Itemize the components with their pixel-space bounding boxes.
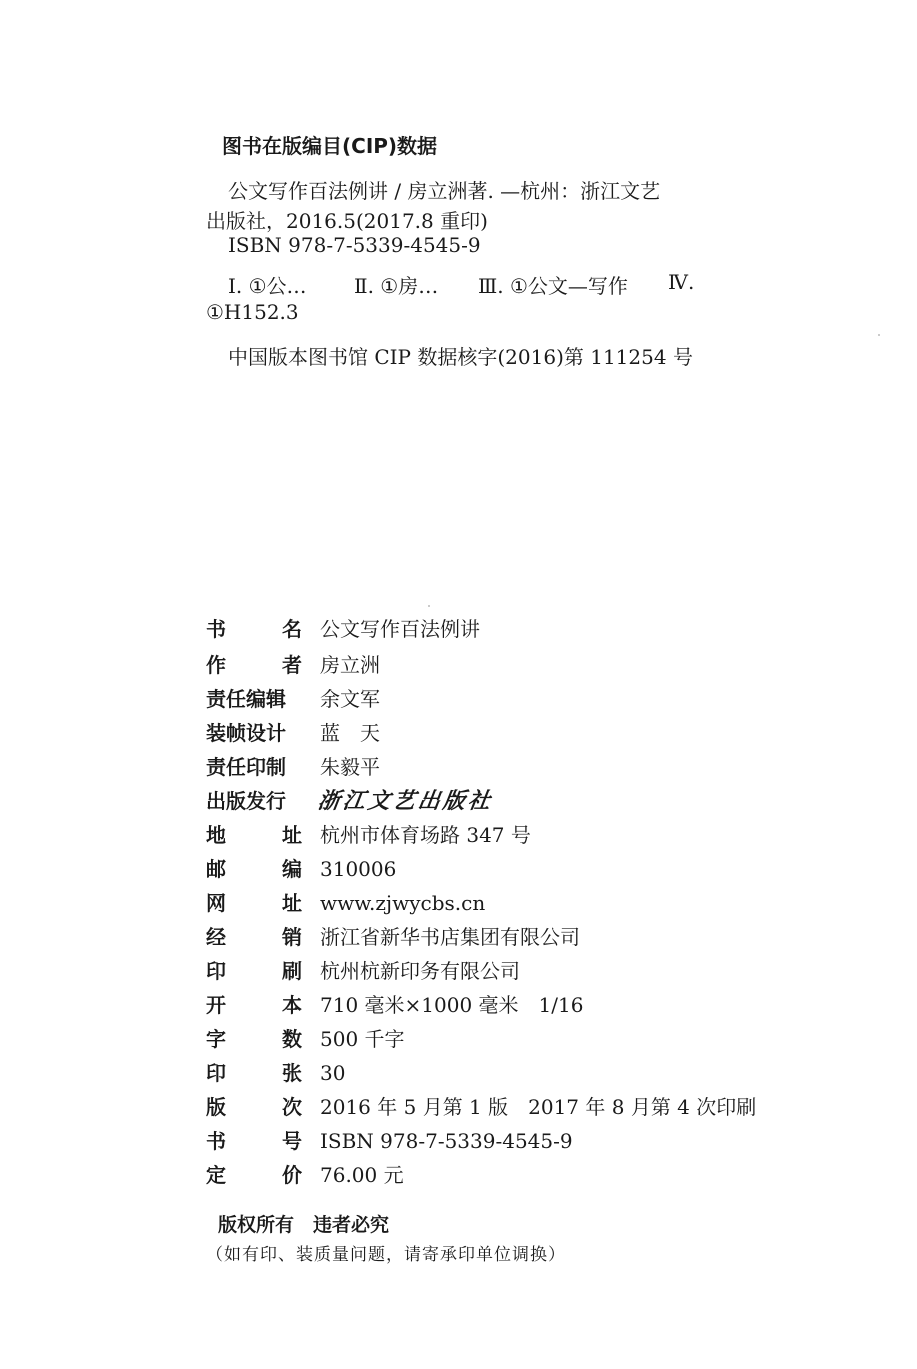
paper-speck <box>428 605 430 607</box>
detail-value: www.zjwycbs.cn <box>320 891 486 915</box>
cip-class-iv: Ⅳ. <box>668 270 695 294</box>
detail-value: 310006 <box>320 857 397 881</box>
detail-label-char: 址 <box>282 823 302 847</box>
quality-note: （如有印、装质量问题，请寄承印单位调换） <box>206 1245 566 1265</box>
detail-label-char: 定 <box>206 1163 226 1187</box>
detail-label-char: 书 <box>206 1129 226 1153</box>
detail-row <box>0 1058 917 1088</box>
detail-value: 710 毫米×1000 毫米 1/16 <box>320 993 584 1017</box>
detail-row <box>0 684 917 714</box>
detail-label-char: 次 <box>282 1095 302 1119</box>
detail-label-char: 张 <box>282 1061 302 1085</box>
detail-label-text: 责任印制 <box>206 755 286 779</box>
detail-label-char: 刷 <box>282 959 302 983</box>
cip-heading: 图书在版编目(CIP)数据 <box>222 134 438 158</box>
cip-publisher-line: 出版社，2016.5(2017.8 重印) <box>206 209 488 233</box>
detail-row <box>0 1024 917 1054</box>
detail-label-char: 号 <box>282 1129 302 1153</box>
detail-label <box>206 1092 302 1122</box>
detail-value: 房立洲 <box>320 653 380 677</box>
detail-label <box>206 956 302 986</box>
detail-label <box>206 990 302 1020</box>
detail-label <box>206 1058 302 1088</box>
detail-row <box>0 1126 917 1156</box>
detail-label-text: 装帧设计 <box>206 721 286 745</box>
cip-title-line: 公文写作百法例讲 / 房立洲著. —杭州：浙江文艺 <box>228 179 661 203</box>
detail-row <box>0 820 917 850</box>
detail-label-char: 本 <box>282 993 302 1017</box>
detail-label <box>206 854 302 884</box>
detail-row <box>0 786 917 816</box>
detail-label <box>206 786 302 816</box>
cip-isbn: ISBN 978-7-5339-4545-9 <box>228 233 481 257</box>
rights-notice: 版权所有 违者必究 <box>218 1214 390 1236</box>
detail-label-char: 字 <box>206 1027 226 1051</box>
detail-label <box>206 1024 302 1054</box>
detail-row <box>0 922 917 952</box>
detail-value: 杭州杭新印务有限公司 <box>320 959 520 983</box>
detail-row <box>0 752 917 782</box>
detail-label <box>206 614 302 644</box>
detail-label-char: 书 <box>206 617 226 641</box>
detail-label <box>206 820 302 850</box>
detail-value: 76.00 元 <box>320 1163 404 1187</box>
detail-row <box>0 854 917 884</box>
detail-label-char: 印 <box>206 1061 226 1085</box>
detail-label-text: 出版发行 <box>206 789 286 813</box>
detail-row <box>0 956 917 986</box>
detail-value: 朱毅平 <box>320 755 380 779</box>
detail-label-char: 编 <box>282 857 302 881</box>
detail-label <box>206 718 302 748</box>
detail-value: 公文写作百法例讲 <box>320 617 480 641</box>
detail-value: ISBN 978-7-5339-4545-9 <box>320 1129 573 1153</box>
detail-label <box>206 684 302 714</box>
detail-label <box>206 752 302 782</box>
detail-row <box>0 650 917 680</box>
detail-label-char: 邮 <box>206 857 226 881</box>
detail-label-char: 开 <box>206 993 226 1017</box>
detail-value: 500 千字 <box>320 1027 405 1051</box>
detail-label-char: 销 <box>282 925 302 949</box>
detail-label-char: 经 <box>206 925 226 949</box>
detail-label <box>206 888 302 918</box>
detail-label-char: 价 <box>282 1163 302 1187</box>
detail-label-char: 印 <box>206 959 226 983</box>
detail-label-char: 名 <box>282 617 302 641</box>
detail-label <box>206 650 302 680</box>
cip-class-ii: Ⅱ. ①房… <box>354 274 439 298</box>
detail-label-char: 数 <box>282 1027 302 1051</box>
detail-value: 杭州市体育场路 347 号 <box>320 823 531 847</box>
detail-row <box>0 718 917 748</box>
detail-label-char: 作 <box>206 653 226 677</box>
detail-label <box>206 922 302 952</box>
detail-value: 余文军 <box>320 687 380 711</box>
detail-label-char: 版 <box>206 1095 226 1119</box>
detail-value: 蓝 天 <box>320 721 380 745</box>
detail-row <box>0 614 917 644</box>
detail-value: 浙江省新华书店集团有限公司 <box>320 925 580 949</box>
cip-class-i: Ⅰ. ①公… <box>228 274 307 298</box>
publisher-logo: 浙江文艺出版社 <box>316 788 495 814</box>
detail-value: 2016 年 5 月第 1 版 2017 年 8 月第 4 次印刷 <box>320 1095 757 1119</box>
detail-row <box>0 888 917 918</box>
detail-label <box>206 1126 302 1156</box>
detail-label <box>206 1160 302 1190</box>
cip-class-iv-value: ①H152.3 <box>206 300 299 324</box>
paper-speck <box>878 334 880 336</box>
detail-label-char: 网 <box>206 891 226 915</box>
detail-label-char: 者 <box>282 653 302 677</box>
detail-label-text: 责任编辑 <box>206 687 286 711</box>
cip-approval-number: 中国版本图书馆 CIP 数据核字(2016)第 111254 号 <box>228 345 693 369</box>
cip-class-iii: Ⅲ. ①公文—写作 <box>478 274 628 298</box>
detail-value: 30 <box>320 1061 346 1085</box>
detail-row <box>0 1092 917 1122</box>
detail-label-char: 地 <box>206 823 226 847</box>
detail-row <box>0 1160 917 1190</box>
detail-row <box>0 990 917 1020</box>
detail-label-char: 址 <box>282 891 302 915</box>
